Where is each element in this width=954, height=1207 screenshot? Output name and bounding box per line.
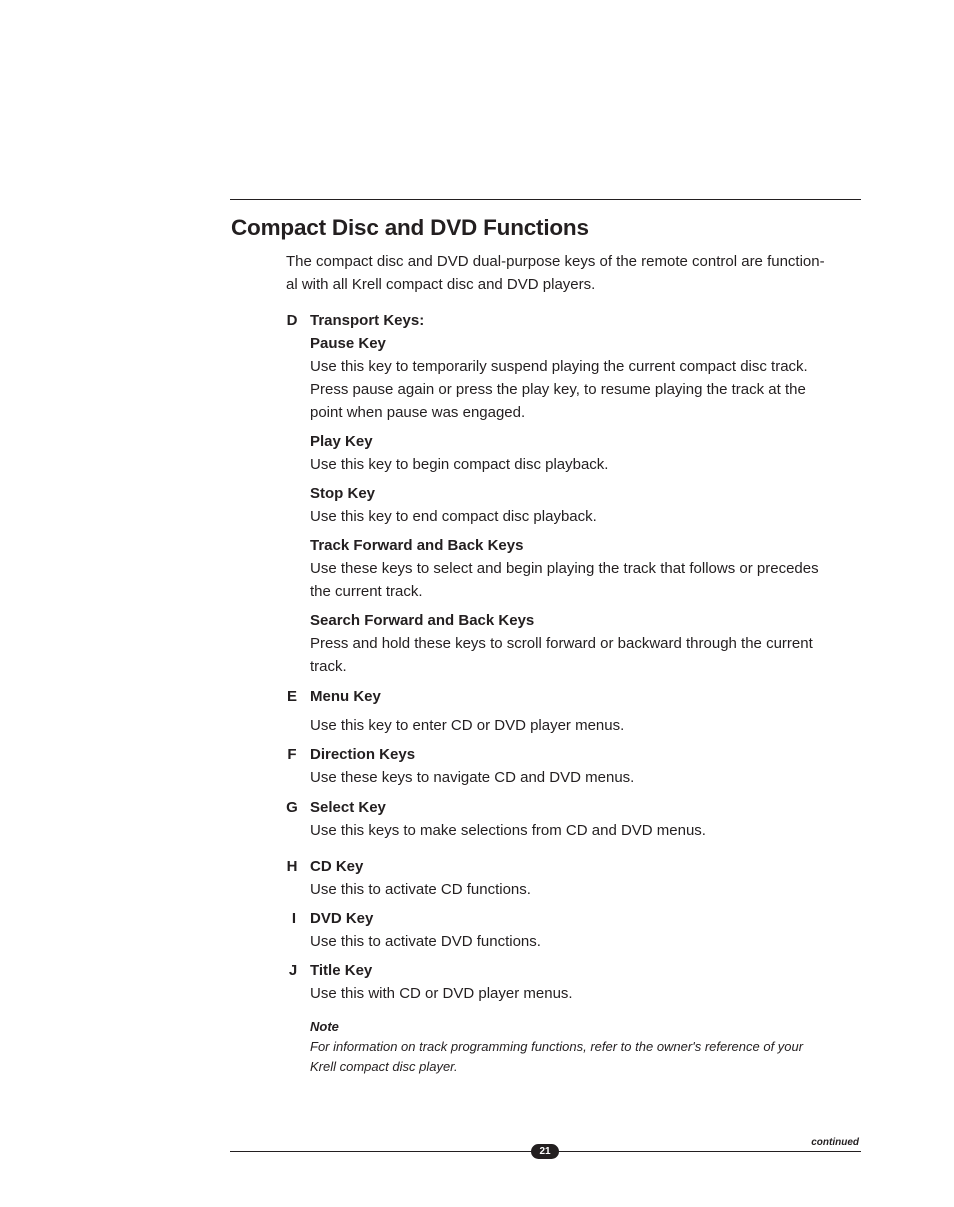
item-letter-i: I [291, 910, 297, 927]
section-heading: Compact Disc and DVD Functions [231, 215, 589, 240]
track-keys-desc-line: the current track. [310, 583, 423, 600]
intro-paragraph [286, 250, 858, 296]
page-number-badge: 21 [531, 1144, 559, 1159]
stop-key-desc: Use this key to end compact disc playback. [310, 508, 597, 525]
dvd-key-desc: Use this to activate DVD functions. [310, 933, 541, 950]
select-key-title: Select Key [310, 799, 386, 816]
play-key-title: Play Key [310, 433, 373, 450]
continued-label: continued [811, 1137, 859, 1148]
direction-keys-title: Direction Keys [310, 746, 416, 763]
track-keys-desc-line: Use these keys to select and begin playing the track that follows or precedes [310, 560, 819, 577]
dvd-key-title: DVD Key [310, 910, 374, 927]
item-letter-d: D [286, 312, 298, 329]
cd-key-title: CD Key [310, 858, 364, 875]
intro-line: The compact disc and DVD dual-purpose keys of the remote control are function- [286, 253, 825, 270]
item-letter-h: H [286, 858, 298, 875]
search-keys-title: Search Forward and Back Keys [310, 612, 535, 629]
title-key-title: Title Key [310, 962, 373, 979]
stop-key-title: Stop Key [310, 485, 376, 502]
pause-key-desc-line: Press pause again or press the play key, to resume playing the track at the [310, 381, 806, 398]
direction-keys-desc: Use these keys to navigate CD and DVD menus. [310, 769, 635, 786]
item-letter-g: G [286, 799, 298, 816]
play-key-desc: Use this key to begin compact disc playback. [310, 456, 609, 473]
note-label: Note [310, 1019, 339, 1034]
note-text-line: For information on track programming functions, refer to the owner's reference of your [310, 1039, 804, 1054]
intro-line: al with all Krell compact disc and DVD players. [286, 276, 596, 293]
cd-key-desc: Use this to activate CD functions. [310, 881, 531, 898]
note-text-line: Krell compact disc player. [310, 1059, 458, 1074]
item-letter-e: E [286, 688, 297, 705]
pause-key-title: Pause Key [310, 335, 386, 352]
transport-keys-title: Transport Keys: [310, 312, 425, 329]
pause-key-desc-line: point when pause was engaged. [310, 404, 526, 421]
track-keys-title: Track Forward and Back Keys [310, 537, 524, 554]
pause-key-desc-line: Use this key to temporarily suspend playing the current compact disc track. [310, 358, 808, 375]
search-keys-desc-line: Press and hold these keys to scroll forward or backward through the current [310, 635, 813, 652]
item-letter-j: J [288, 962, 298, 979]
menu-key-title: Menu Key [310, 688, 381, 705]
select-key-desc: Use this keys to make selections from CD and DVD menus. [310, 822, 706, 839]
item-letter-f: F [287, 746, 297, 763]
top-rule [230, 199, 861, 200]
menu-key-desc: Use this key to enter CD or DVD player menus. [310, 717, 625, 734]
search-keys-desc-line: track. [310, 658, 347, 675]
title-key-desc: Use this with CD or DVD player menus. [310, 985, 573, 1002]
